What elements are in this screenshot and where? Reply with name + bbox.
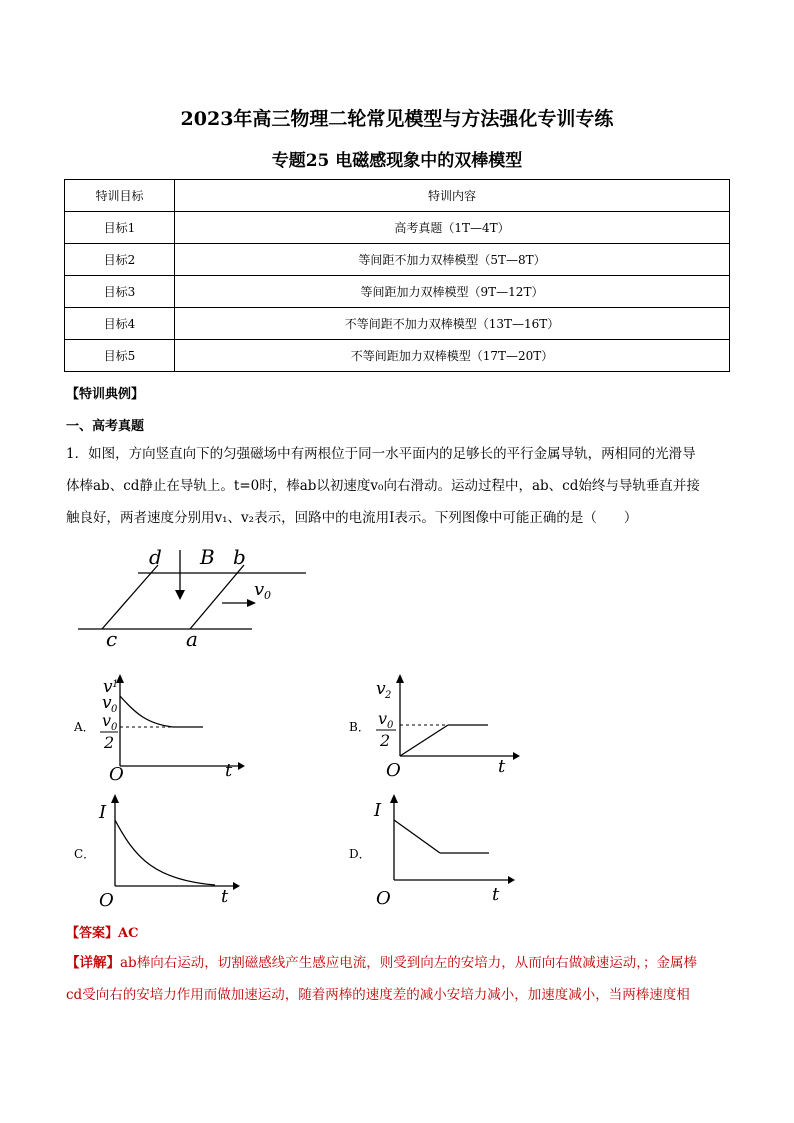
goal-cell: 目标2 — [65, 244, 175, 276]
content-cell: 不等间距不加力双棒模型（13T—16T） — [175, 308, 730, 340]
origin-label: O — [376, 888, 391, 909]
v0-label-sub: 0 — [111, 704, 118, 715]
content-cell: 等间距加力双棒模型（9T—12T） — [175, 276, 730, 308]
goal-cell: 目标3 — [65, 276, 175, 308]
explanation-line: cd受向右的安培力作用而做加速运动，随着两棒的速度差的减小安培力减小，加速度减小，当两棒速度相 — [66, 987, 690, 1003]
label-v0: v — [254, 579, 265, 600]
goals-table — [64, 179, 730, 372]
table-row — [65, 308, 730, 340]
x-label: t — [225, 760, 233, 781]
subsection-title: 一、高考真题 — [66, 419, 145, 434]
velocity-arrowhead — [247, 599, 256, 607]
goal-cell: 目标1 — [65, 212, 175, 244]
question-text — [66, 438, 726, 534]
current-curve — [115, 820, 215, 885]
goal-cell: 目标5 — [65, 340, 175, 372]
y-label: v — [376, 679, 386, 699]
label-c: c — [106, 627, 118, 651]
column-header: 特训目标 — [65, 180, 175, 212]
field-arrowhead — [175, 590, 185, 600]
graph-a — [95, 670, 245, 782]
y-label-sub: 1 — [112, 679, 119, 690]
question-line: 体棒ab、cd静止在导轨上。t=0时，棒ab以初速度v₀向右滑动。运动过程中，ab、cd始终与导轨垂直并接 — [66, 478, 700, 494]
x-axis-arrow — [508, 876, 515, 884]
x-label: t — [498, 756, 506, 777]
current-decline — [394, 820, 440, 853]
origin-label: O — [109, 764, 124, 782]
table-row — [65, 340, 730, 372]
option-b-label[interactable]: B． — [349, 720, 370, 734]
graph-c — [95, 788, 245, 910]
v1-curve — [120, 696, 173, 727]
explanation-line: ab棒向右运动，切割磁感线产生感应电流，则受到向左的安培力，从而向右做减速运动，；金属棒 — [120, 955, 697, 971]
option-c-label[interactable]: C． — [74, 847, 96, 861]
y-axis-arrow — [111, 794, 119, 803]
section-label: 【特训典例】 — [66, 387, 145, 402]
origin-label: O — [99, 890, 114, 910]
y-label: I — [99, 802, 107, 823]
x-axis-arrow — [513, 752, 520, 760]
half-numerator-sub: 0 — [111, 722, 118, 733]
option-d-label[interactable]: D． — [349, 847, 371, 861]
half-denominator: 2 — [104, 733, 115, 752]
explanation-label: 【详解】 — [66, 955, 120, 971]
x-axis-arrow — [238, 762, 245, 770]
y-axis-arrow — [396, 674, 404, 683]
label-b: b — [233, 545, 246, 569]
question-line: 触良好，两者速度分别用v₁、v₂表示，回路中的电流用I表示。下列图像中可能正确的是（ ） — [66, 510, 638, 526]
question-line: 1．如图，方向竖直向下的匀强磁场中有两根位于同一水平面内的足够长的平行金属导轨，两相同的光滑导 — [66, 446, 696, 462]
v2-rise — [400, 725, 448, 756]
explanation — [66, 947, 726, 1011]
label-a: a — [186, 627, 198, 651]
subtitle: 专题25 电磁感现象中的双棒模型 — [271, 151, 523, 171]
main-title: 2023年高三物理二轮常见模型与方法强化专训专练 — [180, 108, 614, 130]
half-numerator: v — [102, 711, 112, 730]
answer-value: AC — [118, 926, 139, 941]
table-header-row — [65, 180, 730, 212]
origin-label: O — [386, 760, 401, 781]
half-numerator-sub: 0 — [387, 720, 394, 731]
content-cell: 不等间距加力双棒模型（17T—20T） — [175, 340, 730, 372]
column-header: 特训内容 — [175, 180, 730, 212]
graph-b — [370, 670, 520, 782]
table-row — [65, 212, 730, 244]
graph-d — [370, 788, 520, 910]
v0-label: v — [102, 693, 112, 713]
table-row — [65, 276, 730, 308]
rails-figure — [70, 540, 320, 655]
x-label: t — [221, 886, 229, 907]
y-axis-arrow — [390, 794, 398, 803]
table-row — [65, 244, 730, 276]
goal-cell: 目标4 — [65, 308, 175, 340]
label-v0-sub: 0 — [264, 589, 271, 602]
x-label: t — [492, 884, 500, 905]
half-denominator: 2 — [380, 731, 391, 750]
y-label: v — [103, 677, 113, 697]
label-d: d — [149, 545, 162, 569]
answer — [66, 922, 138, 941]
rod-ab — [190, 565, 244, 629]
rod-cd — [102, 565, 158, 629]
label-B: B — [200, 545, 215, 569]
content-cell: 等间距不加力双棒模型（5T—8T） — [175, 244, 730, 276]
content-cell: 高考真题（1T—4T） — [175, 212, 730, 244]
x-axis-arrow — [233, 882, 240, 890]
answer-label: 【答案】 — [66, 926, 119, 941]
half-numerator: v — [378, 709, 388, 728]
y-label: I — [374, 800, 382, 821]
y-label-sub: 2 — [385, 690, 392, 701]
option-a-label[interactable]: A． — [74, 720, 95, 734]
